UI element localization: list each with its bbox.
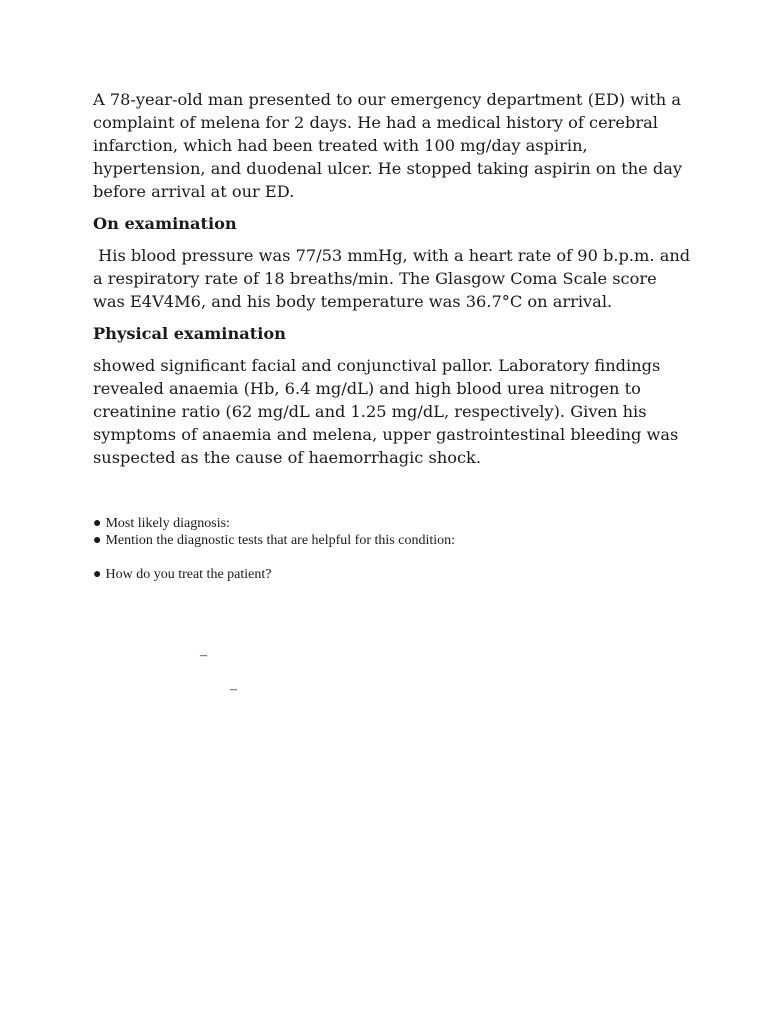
question-item-tests xyxy=(93,532,693,549)
physical-exam-heading: Physical examination xyxy=(93,324,286,343)
question-item-diagnosis xyxy=(93,515,693,532)
bullet-icon: ● xyxy=(93,567,102,582)
exam-paragraph: His blood pressure was 77/53 mmHg, with a heart rate of 90 b.p.m. and a respiratory rate of 18 breaths/min. The Glasgow Coma Scale score was E4V4M6, and his body temperature was 36.7°C on arrival. xyxy=(93,246,696,311)
question-text: Most likely diagnosis: xyxy=(105,516,230,531)
question-text: Mention the diagnostic tests that are helpful for this condition: xyxy=(105,533,456,548)
dash-mark: – xyxy=(230,682,237,697)
question-text: How do you treat the patient? xyxy=(105,567,272,582)
dash-mark: – xyxy=(200,648,207,663)
question-list xyxy=(93,515,693,583)
exam-heading: On examination xyxy=(93,214,237,233)
case-text xyxy=(93,88,696,469)
bullet-icon: ● xyxy=(93,516,102,531)
question-item-treatment xyxy=(93,566,693,583)
case-intro-paragraph: A 78-year-old man presented to our emergency department (ED) with a complaint of melena for 2 days. He had a medical history of cerebral infarction, which had been treated with 100 mg/day aspirin, hypertension, and duodenal ulcer. He stopped taking aspirin on the day before arrival at our ED. xyxy=(93,90,683,201)
physical-exam-paragraph: showed significant facial and conjunctival pallor. Laboratory findings revealed anaemia (Hb, 6.4 mg/dL) and high blood urea nitrogen to creatinine ratio (62 mg/dL and 1.25 mg/dL, respectively). Given his symptoms of anaemia and melena, upper gastrointestinal bleeding was suspected as the cause of haemorrhagic shock. xyxy=(93,356,679,467)
bullet-icon: ● xyxy=(93,533,102,548)
